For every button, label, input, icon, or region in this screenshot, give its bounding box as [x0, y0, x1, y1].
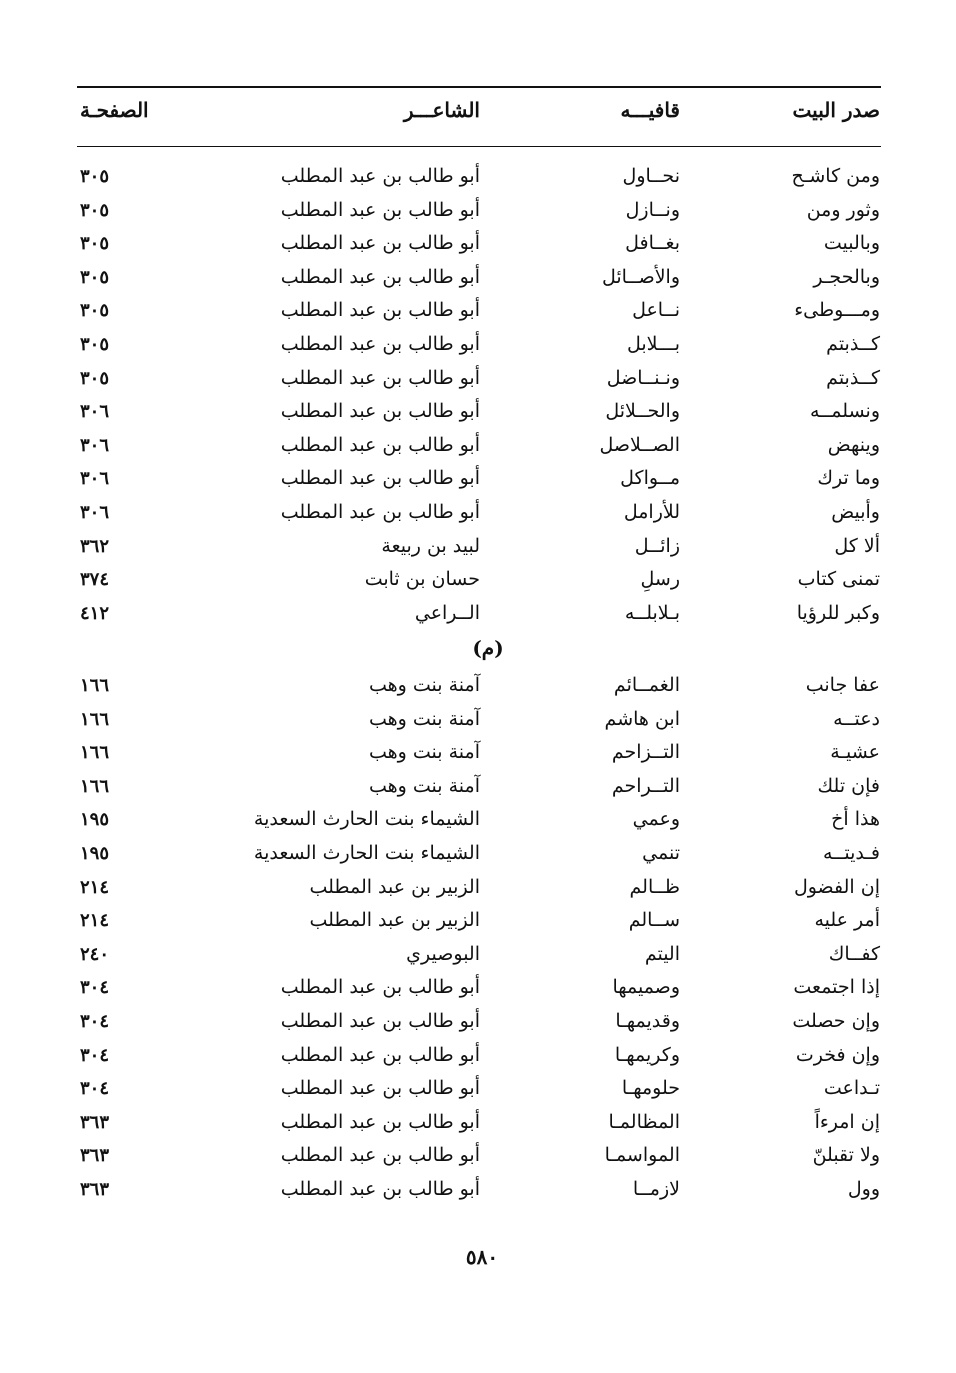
cell-qafiya: حلومهـا	[621, 1077, 680, 1100]
cell-page: ٣٦٣	[80, 1145, 110, 1167]
cell-poet: أبو طالب بن عبد المطلب	[280, 976, 480, 999]
cell-page: ١٦٦	[80, 775, 110, 797]
table-row	[0, 462, 956, 495]
table-row	[0, 971, 956, 1004]
cell-qafiya: بـــلابل	[626, 333, 680, 355]
header-poet: الشاعـــر	[403, 98, 480, 122]
cell-page: ١٩٥	[80, 843, 110, 864]
cell-sadr: عفا جانب	[805, 674, 880, 696]
cell-poet: الــراعي	[414, 601, 480, 624]
cell-qafiya: التــراحم	[611, 774, 680, 797]
cell-poet: أبو طالب بن عبد المطلب	[280, 232, 480, 255]
table-row	[0, 530, 956, 563]
cell-sadr: كفــاك	[828, 942, 880, 965]
cell-qafiya: والحــلائل	[605, 400, 680, 423]
cell-page: ٢١٤	[80, 876, 110, 898]
table-row	[0, 871, 956, 904]
cell-poet: أبو طالب بن عبد المطلب	[280, 433, 480, 456]
table-row	[0, 261, 956, 294]
table-row	[0, 496, 956, 529]
cell-page: ٣٦٣	[80, 1111, 110, 1133]
table-row	[0, 904, 956, 937]
table-row	[0, 1106, 956, 1139]
table-row	[0, 227, 956, 260]
cell-qafiya: نحــاول	[622, 165, 680, 187]
cell-sadr: وإن حصلت	[792, 1010, 880, 1032]
cell-page: ٣٠٥	[80, 233, 110, 255]
cell-qafiya: رسلِ	[640, 568, 680, 591]
cell-page: ٣٠٤	[80, 977, 110, 999]
cell-qafiya: بغــافل	[625, 232, 680, 255]
cell-page: ٣٠٦	[80, 468, 110, 490]
table-row	[0, 803, 956, 836]
cell-qafiya: زائــل	[634, 534, 680, 557]
cell-page: ٣٠٥	[80, 199, 110, 221]
cell-page: ١٦٦	[80, 742, 110, 764]
cell-page: ٢١٤	[80, 910, 110, 932]
cell-page: ١٩٥	[80, 809, 110, 831]
cell-qafiya: نــاعل	[632, 299, 680, 322]
cell-qafiya: التــزاحم	[611, 741, 680, 764]
cell-page: ٣٠٦	[80, 434, 110, 456]
cell-poet: حسان بن ثابت	[364, 568, 480, 591]
cell-qafiya: وكريمهـا	[614, 1043, 680, 1066]
cell-sadr: تـداعت	[823, 1077, 880, 1100]
table-row	[0, 703, 956, 736]
cell-qafiya: وصميمها	[612, 976, 680, 999]
cell-poet: أبو طالب بن عبد المطلب	[280, 1144, 480, 1167]
table-row	[0, 1039, 956, 1072]
cell-sadr: ومن كاشـح	[791, 165, 880, 187]
cell-poet: أبو طالب بن عبد المطلب	[280, 165, 480, 187]
cell-poet: أبو طالب بن عبد المطلب	[280, 198, 480, 221]
cell-sadr: وما ترك	[817, 467, 880, 490]
cell-poet: أبو طالب بن عبد المطلب	[280, 366, 480, 389]
cell-sadr: إذا اجتمعت	[793, 976, 880, 999]
cell-qafiya: ابن هاشم	[604, 707, 680, 730]
cell-page: ٣٠٤	[80, 1044, 110, 1066]
header-page: الصفحـة	[80, 98, 149, 122]
cell-page: ١٦٦	[80, 675, 110, 696]
cell-poet: آمنة بنت وهب	[369, 674, 480, 696]
cell-page: ٣٠٤	[80, 1078, 110, 1100]
cell-sadr: وكبر للرؤيا	[796, 601, 880, 624]
cell-sadr: ولا تقبلنّ	[812, 1144, 880, 1167]
cell-page: ٤١٢	[80, 602, 110, 624]
header-qafiya: قافيـــه	[620, 98, 680, 122]
cell-sadr: أمر عليه	[814, 909, 880, 932]
cell-poet: البوصيري	[406, 942, 480, 965]
cell-sadr: فـديتــه	[823, 842, 880, 864]
table-row	[0, 194, 956, 227]
cell-poet: أبو طالب بن عبد المطلب	[280, 1010, 480, 1032]
cell-sadr: وأبيض	[831, 501, 880, 523]
cell-qafiya: المظالمـا	[608, 1110, 680, 1133]
cell-page: ٣٠٥	[80, 334, 110, 355]
cell-sadr: إن امرءاً	[814, 1110, 880, 1133]
cell-sadr: دعتــه	[833, 707, 880, 730]
cell-sadr: وإن فخرت	[795, 1043, 880, 1066]
cell-poet: آمنة بنت وهب	[369, 707, 480, 730]
header-sadr: صدر البيت	[792, 98, 880, 122]
cell-poet: أبو طالب بن عبد المطلب	[280, 333, 480, 355]
table-row	[0, 1005, 956, 1038]
cell-sadr: كــذبتم	[826, 333, 880, 355]
cell-qafiya: الغمــائم	[613, 674, 680, 696]
cell-qafiya: لازمــا	[632, 1178, 680, 1200]
cell-poet: آمنة بنت وهب	[369, 774, 480, 797]
cell-page: ٣٦٢	[80, 535, 110, 557]
cell-poet: أبو طالب بن عبد المطلب	[280, 400, 480, 423]
cell-poet: آمنة بنت وهب	[369, 741, 480, 764]
table-row	[0, 362, 956, 395]
table-row	[0, 837, 956, 870]
cell-qafiya: مــواكل	[620, 467, 680, 490]
cell-sadr: كــذبتم	[826, 366, 880, 389]
cell-sadr: هذا أخ	[831, 808, 880, 831]
table-row	[0, 770, 956, 803]
cell-sadr: فإن تلك	[817, 774, 880, 797]
table-row	[0, 1173, 956, 1206]
cell-sadr: وينهض	[827, 433, 880, 456]
cell-sadr: وول	[847, 1178, 880, 1200]
cell-qafiya: ونـنــاضل	[606, 366, 680, 389]
cell-sadr: إن الفضول	[793, 875, 880, 898]
cell-qafiya: المواسمـا	[604, 1144, 680, 1167]
cell-poet: الزبير بن عبد المطلب	[309, 909, 480, 932]
cell-sadr: ونسلمــه	[809, 400, 880, 423]
cell-page: ٢٤٠	[80, 943, 110, 965]
table-row	[0, 736, 956, 769]
cell-poet: لبيد بن ربيعة	[381, 534, 480, 557]
page-number	[0, 1245, 956, 1269]
cell-page: ٣٠٥	[80, 166, 110, 187]
cell-page: ٣٠٥	[80, 367, 110, 389]
table-row	[0, 429, 956, 462]
cell-poet: الشيماء بنت الحارث السعدية	[253, 842, 480, 864]
table-row	[0, 669, 956, 702]
cell-poet: أبو طالب بن عبد المطلب	[280, 299, 480, 322]
cell-qafiya: اليتم	[644, 942, 680, 965]
cell-sadr: ألا كل	[834, 534, 880, 557]
cell-sadr: وبالبيت	[823, 232, 880, 255]
cell-qafiya: والأصــائل	[601, 265, 680, 288]
cell-sadr: تمنى كتاب	[797, 568, 880, 591]
cell-page: ٣٠٦	[80, 502, 110, 523]
table-row	[0, 563, 956, 596]
cell-sadr: عشيـة	[830, 741, 880, 764]
cell-qafiya: وقديمهـا	[615, 1010, 680, 1032]
cell-sadr: وثور ومن	[806, 198, 880, 221]
table-row	[0, 938, 956, 971]
cell-poet: الشيماء بنت الحارث السعدية	[253, 808, 480, 831]
cell-qafiya: بـلابلــه	[624, 601, 680, 624]
cell-qafiya: تنمي	[642, 842, 680, 864]
table-row	[0, 294, 956, 327]
table-row	[0, 395, 956, 428]
cell-page: ٣٠٦	[80, 401, 110, 423]
cell-poet: الزبير بن عبد المطلب	[309, 875, 480, 898]
cell-page: ١٦٦	[80, 708, 110, 730]
cell-page: ٣٦٣	[80, 1179, 110, 1200]
section-heading	[0, 636, 956, 660]
cell-qafiya: ظــالم	[629, 875, 680, 898]
cell-qafiya: الصــلاصل	[599, 433, 680, 456]
cell-poet: أبو طالب بن عبد المطلب	[280, 501, 480, 523]
cell-page: ٣٠٥	[80, 300, 110, 322]
table-row	[0, 1072, 956, 1105]
table-row	[0, 1139, 956, 1172]
table-row	[0, 597, 956, 630]
cell-qafiya: وعمي	[632, 808, 680, 831]
cell-poet: أبو طالب بن عبد المطلب	[280, 265, 480, 288]
cell-page: ٣٧٤	[80, 569, 110, 591]
cell-page: ٣٠٥	[80, 266, 110, 288]
cell-qafiya: للأرامل	[623, 501, 680, 523]
table-row	[0, 160, 956, 193]
cell-poet: أبو طالب بن عبد المطلب	[280, 1178, 480, 1200]
cell-sadr: ومـــوطىء	[794, 299, 880, 322]
cell-sadr: وبالحجـر	[813, 265, 880, 288]
page-number-value: ٥٨٠	[465, 1245, 499, 1269]
cell-poet: أبو طالب بن عبد المطلب	[280, 1077, 480, 1100]
cell-poet: أبو طالب بن عبد المطلب	[280, 467, 480, 490]
table-row	[0, 328, 956, 361]
cell-qafiya: ســالم	[628, 909, 680, 932]
cell-poet: أبو طالب بن عبد المطلب	[280, 1043, 480, 1066]
cell-qafiya: ونــازل	[625, 198, 680, 221]
cell-poet: أبو طالب بن عبد المطلب	[280, 1110, 480, 1133]
section-label: (م)	[472, 636, 504, 660]
cell-page: ٣٠٤	[80, 1011, 110, 1032]
